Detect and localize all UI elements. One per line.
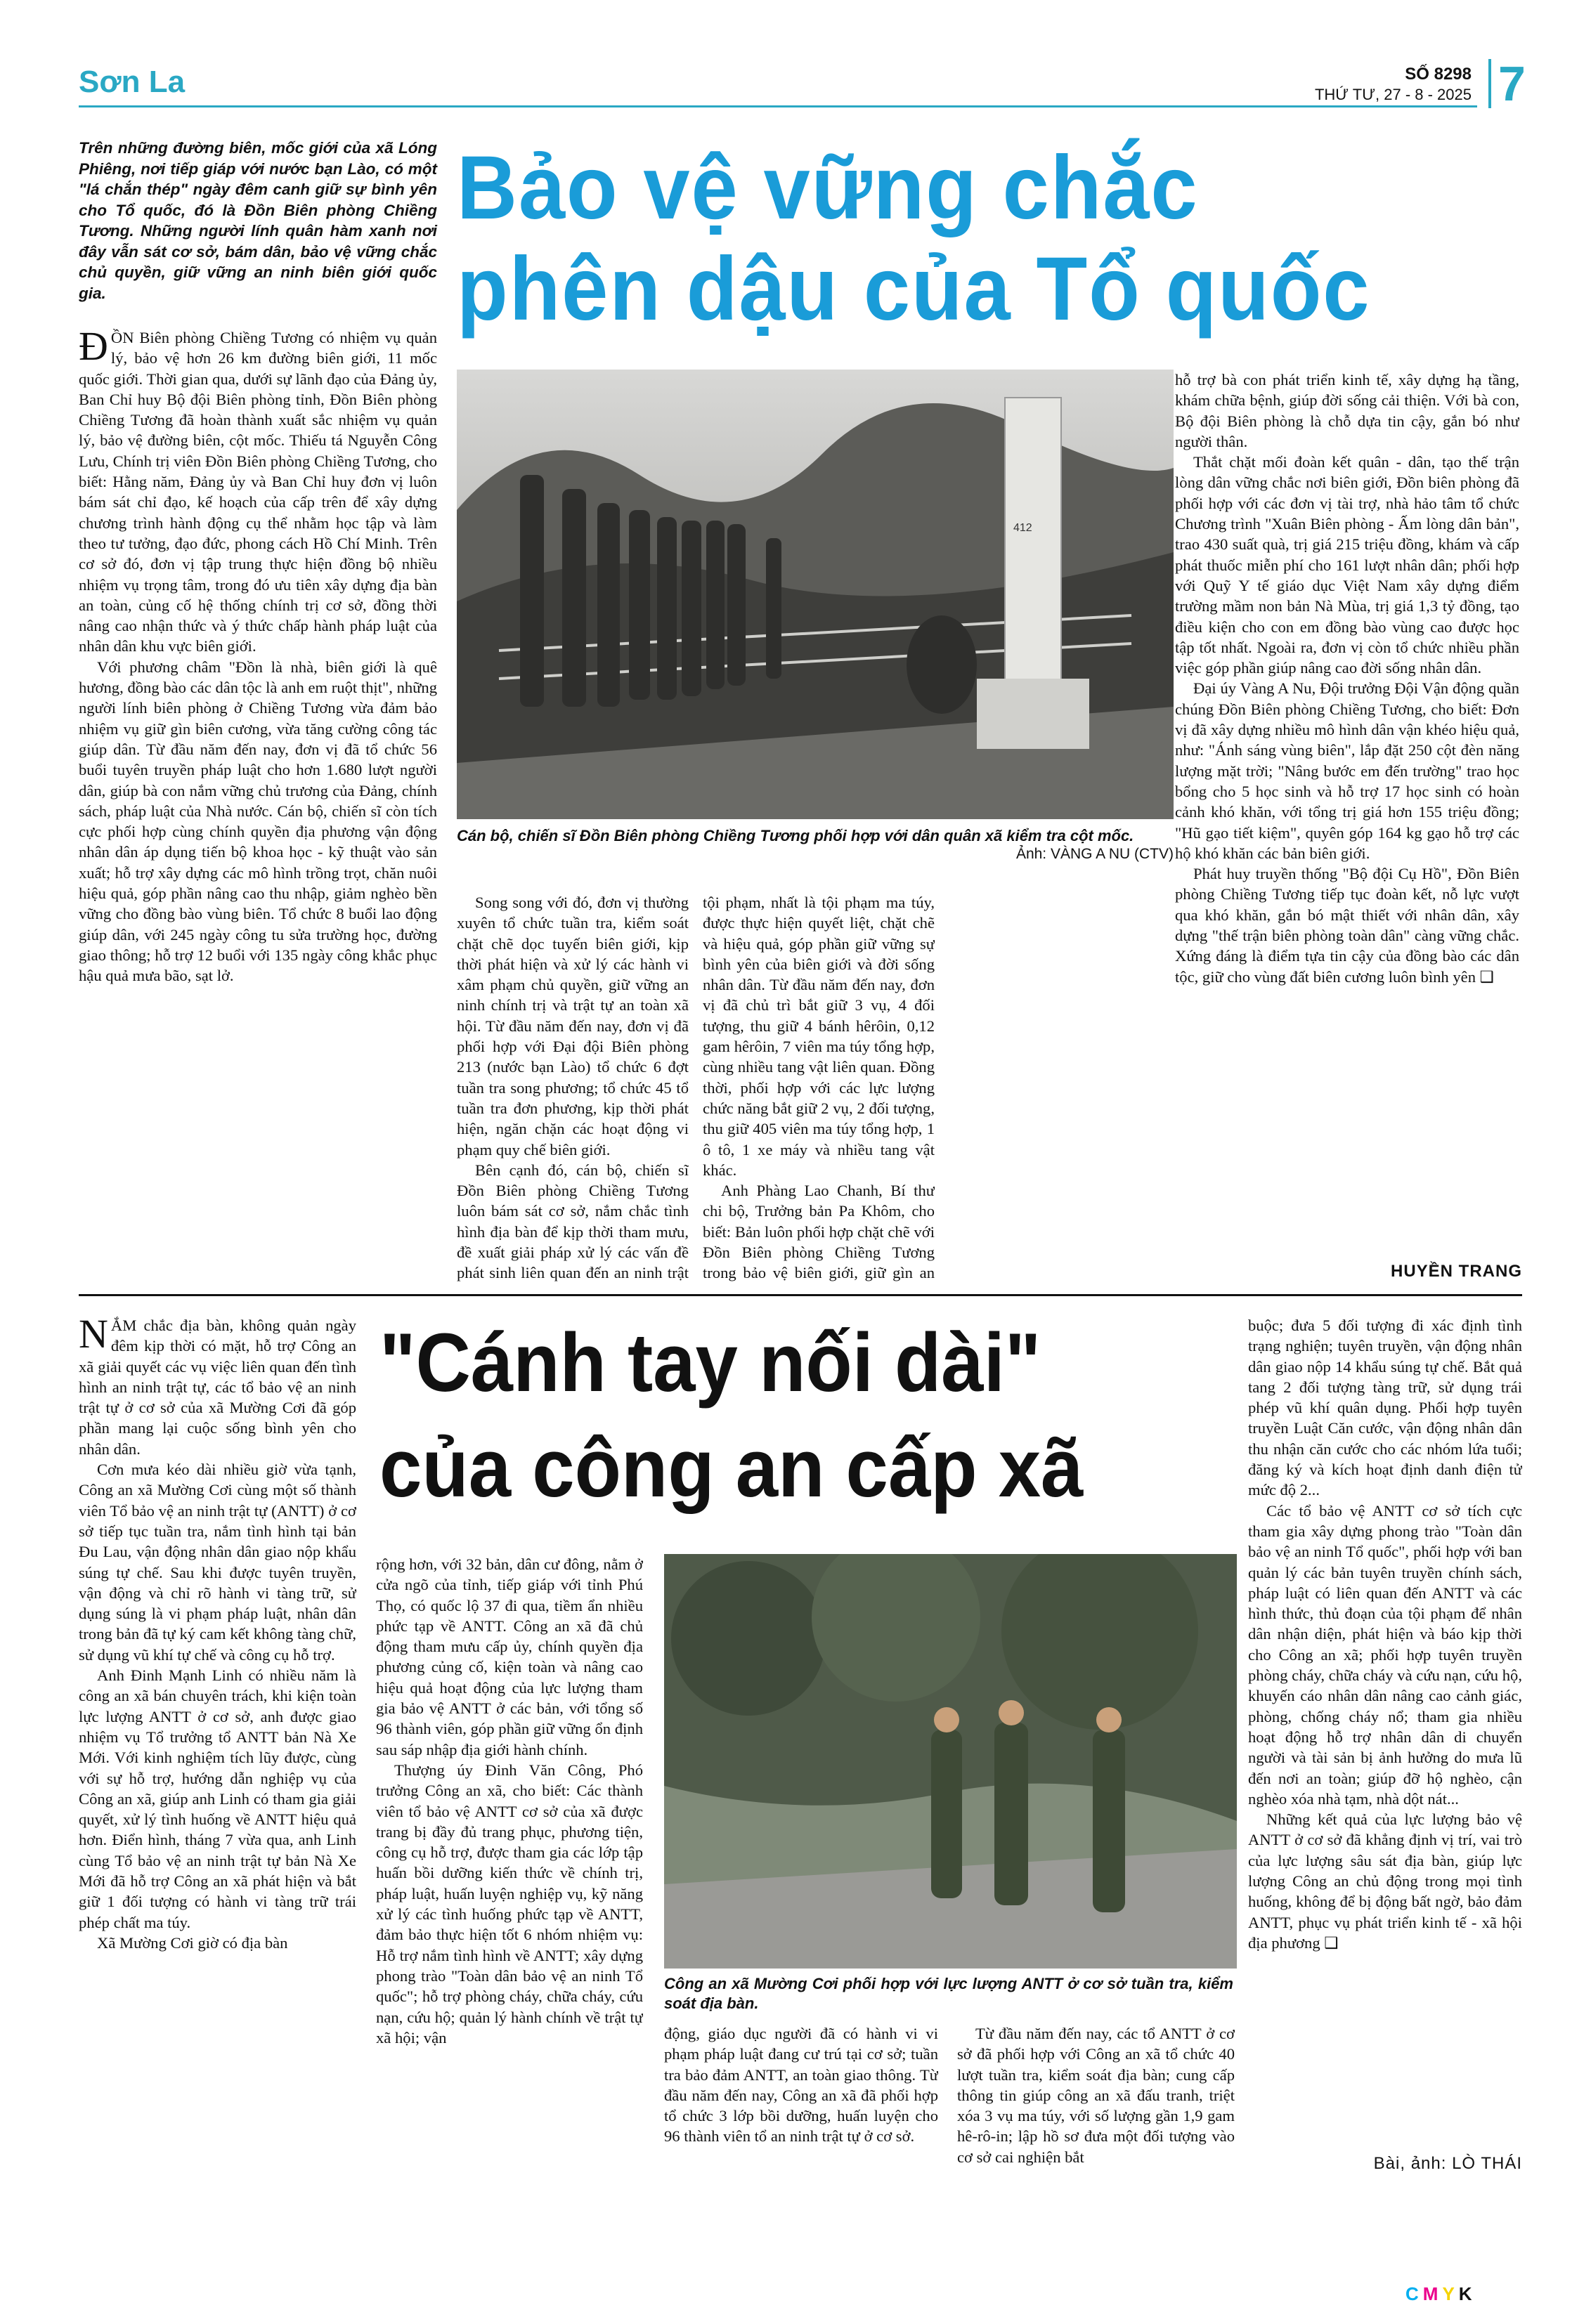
article1-headline-line1: Bảo vệ vững chắc (457, 138, 1199, 238)
article1-col4-p3: Đại úy Vàng A Nu, Đội trưởng Đội Vận động quần chúng Đồn Biên phòng Chiềng Tương, cho biết: Đơn vị đã xây dựng nhiều mô hình dân vận khéo hiệu quả, như: "Ánh sáng vùng biên", lắp đặt 250 cột đèn năng lượng mặt trời; "Nâng bước em đến trường" trao học bổng cho 5 học sinh và hỗ trợ 17 học sinh có hoàn cảnh khó khăn, với tổng trị giá hơn 155 triệu đồng; "Hũ gạo tiết kiệm", quyên góp 164 kg gạo hỗ trợ các hộ khó khăn các bản biên giới. (1175, 679, 1519, 862)
article2-col1-p3: Anh Đinh Mạnh Linh có nhiều năm là công an xã bán chuyên trách, khi kiện toàn lực lượng ANTT ở cơ sở, anh được giao nhiệm vụ Tổ trưởng tổ ANTT bản Nà Xe Mới. Với kinh nghiệm tích lũy được, cùng với sự hỗ trợ, hướng dẫn nghiệp vụ của Công an xã, giúp anh Linh có tham gia giải quyết, xử lý tình huống về ANTT hiệu quả hơn. Điển hình, tháng 7 vừa qua, anh Linh cùng Tổ bảo vệ an ninh trật tự bản Nà Xe Mới đã hỗ trợ Công an xã phát hiện và bắt giữ 1 đối tượng có hành vi tàng trữ trái phép chất ma túy. (79, 1666, 356, 1931)
border-patrol-photo (457, 370, 1174, 819)
article1-col2-p1: Song song với đó, đơn vị thường xuyên tổ chức tuần tra, kiểm soát chặt chẽ dọc tuyến biên giới, kịp thời phát hiện và xử lý các hành vi xâm phạm chủ quyền, giữ vững an ninh chính trị và trật tự an toàn xã hội. Từ đầu năm đến nay, đơn vị đã phối hợp với Đại đội Biên phòng 213 (nước bạn Lào) tổ chức 6 đợt tuần tra song phương; tổ chức 45 tổ tuần tra đơn phương, kịp thời phát hiện, ngăn chặn các hoạt động vi phạm quy chế biên giới. (457, 894, 689, 1158)
police-patrol-photo (664, 1554, 1237, 1969)
article1-dropcap: Đ (79, 327, 108, 369)
article1-col4-p4: Phát huy truyền thống "Bộ đội Cụ Hồ", Đồn Biên phòng Chiềng Tương tiếp tục đoàn kết, nỗ lực vượt qua khó khăn, gắn bó mật thiết với nhân dân, xây dựng "thế trận biên phòng toàn dân" càng vững chắc. Xứng đáng là điểm tựa tin cậy của đồng bào các dân tộc, giữ cho vùng đất biên cương luôn bình yên ❑ (1175, 865, 1519, 986)
article1-col1-p1: ỒN Biên phòng Chiềng Tương có nhiệm vụ quản lý, bảo vệ hơn 26 km đường biên giới, 11 mốc quốc giới. Thời gian qua, dưới sự lãnh đạo của Đảng ủy, Ban Chỉ huy Bộ đội Biên phòng tỉnh, Đồn Biên phòng Chiềng Tương đã hoàn thành xuất sắc nhiệm vụ quản lý, bảo vệ đường biên, cột mốc. Thiếu tá Nguyễn Công Lưu, Chính trị viên Đồn Biên phòng Chiềng Tương, cho biết: Hằng năm, Đảng ủy và Ban Chỉ huy đơn vị luôn bám sát chỉ đạo, kế hoạch của cấp trên để xây dựng chương trình hành động cụ thể nhằm học tập và làm theo tư tưởng, đạo đức, phong cách Hồ Chí Minh. Trên cơ sở đó, đơn vị tập trung thực hiện đồng bộ nhiều nhiệm vụ trọng tâm, trong đó ưu tiên xây dựng địa bàn an toàn, củng cố hệ thống chính trị cơ sở, đồng thời nâng cao nhận thức và ý thức chấp hành pháp luật của nhân dân khu vực biên giới. (79, 329, 437, 655)
article2-col4 (957, 2023, 1235, 2299)
article2-col2-p1: rộng hơn, với 32 bản, dân cư đông, nằm ở cửa ngõ của tỉnh, tiếp giáp với tỉnh Phú Thọ, có quốc lộ 37 đi qua, tiềm ẩn nhiều phức tạp về ANTT. Công an xã đã chủ động tham mưu cấp ủy, chính quyền địa phương củng cố, kiện toàn và nâng cao hiệu quả hoạt động của lực lượng tham gia bảo vệ ANTT ở các bản, với tổng số 96 thành viên, góp phần giữ vững ổn định sau sáp nhập địa giới hành chính. (376, 1555, 643, 1758)
article2-col2 (376, 1554, 643, 2299)
article2-col5-p3: Những kết quả của lực lượng bảo vệ ANTT ở cơ sở đã khẳng định vị trí, vai trò của lực lượng sâu sát địa bàn, giúp lực lượng Công an chủ động trong mọi tình huống, không để bị động bất ngờ, bảo đảm ANTT, phục vụ phát triển kinh tế - xã hội địa phương ❑ (1248, 1810, 1522, 1952)
article2-col1-p2: Cơn mưa kéo dài nhiều giờ vừa tạnh, Công an xã Mường Cơi cùng một số thành viên Tổ bảo vệ an ninh trật tự (ANTT) ở cơ sở tiếp tục tuần tra, nắm tình hình tại bản Đu Lau, vận động nhân dân giao nộp khẩu súng tự chế. Sau khi được tuyên truyền, vận động và chỉ rõ hành vi tàng trữ, sử dụng súng là vi phạm pháp luật, nhân dân trong bản đã tự ký cam kết không tàng chữ, sử dụng vũ khí tự chế và công cụ hỗ trợ. (79, 1461, 356, 1664)
cmyk-y: Y (1442, 2283, 1459, 2304)
article2-col3-p1: động, giáo dục người đã có hành vi vi phạm pháp luật đang cư trú tại cơ sở; tuần tra bảo đảm ANTT, an toàn giao thông. Từ đầu năm đến nay, Công an xã đã phối hợp tổ chức 3 lớp bồi dưỡng, huấn luyện cho 96 thành viên tổ an ninh trật tự ở cơ sở. (664, 2025, 938, 2146)
article1-col1-p2: Với phương châm "Đồn là nhà, biên giới là quê hương, đồng bào các dân tộc là anh em ruột thịt", những người lính biên phòng ở Chiềng Tương vừa đảm bảo nhiệm vụ giữ gìn biên cương, vừa tăng cường công tác giúp dân. Từ đầu năm đến nay, đơn vị đã tổ chức 56 buổi tuyên truyền pháp luật cho hơn 1.680 lượt người dân, giúp bà con nắm vững chủ trương của Đảng, chính sách, pháp luật của Nhà nước. Cán bộ, chiến sĩ còn tích cực phối hợp cùng chính quyền địa phương vận động nhân dân áp dụng tiến bộ khoa học - kỹ thuật vào sản xuất; hỗ trợ xây dựng các mô hình trồng trọt, chăn nuôi hiệu quả, góp phần nâng cao thu nhập, giảm nghèo bền vững cho đồng bào vùng biên. Tổ chức 8 buổi lao động giúp dân, với 245 ngày công tu sửa trường học, đường giao thông; hỗ trợ 12 buổi với 135 ngày công khắc phục hậu quả mưa bão, sạt lở. (79, 658, 437, 985)
article1-photo-caption: Cán bộ, chiến sĩ Đồn Biên phòng Chiềng Tương phối hợp với dân quân xã kiểm tra cột mốc. (457, 827, 1134, 844)
article2-headline-line1: "Cánh tay nối dài" (379, 1317, 1041, 1409)
article2-col1-p4: Xã Mường Cơi giờ có địa bàn (97, 1933, 288, 1952)
article-divider (79, 1294, 1522, 1296)
issue-number: SỐ 8298 (1405, 65, 1472, 84)
article1-col1 (79, 327, 437, 1283)
article1-col4-p1: hỗ trợ bà con phát triển kinh tế, xây dựng hạ tầng, khám chữa bệnh, giúp đời sống cải thiện. Với bà con, Bộ đội Biên phòng là chỗ dựa tin cậy, gắn bó như người thân. (1175, 371, 1519, 450)
article1-photo (457, 370, 1174, 819)
article2-col1 (79, 1315, 356, 2299)
article1-photo-credit: Ảnh: VÀNG A NU (CTV) (1015, 846, 1174, 862)
article2-photo-caption: Công an xã Mường Cơi phối hợp với lực lượng ANTT ở cơ sở tuần tra, kiểm soát địa bàn. (664, 1975, 1233, 2012)
header-rule (79, 105, 1477, 107)
issue-date: THỨ TƯ, 27 - 8 - 2025 (1314, 86, 1472, 103)
article2-headline-line2: của công an cấp xã (379, 1422, 1084, 1515)
cmyk-registration (1405, 2283, 1476, 2305)
article1-headline-line2: phên dậu của Tổ quốc (457, 239, 1371, 339)
article1-col4-p2: Thắt chặt mối đoàn kết quân - dân, tạo thế trận lòng dân vững chắc nơi biên giới, Đồn biên phòng đã phối hợp với các đơn vị tài trợ, nhà hảo tâm tổ chức Chương trình "Xuân Biên phòng - Ấm lòng dân bản", trao 430 suất quà, trị giá 215 triệu đồng, khám và cấp phát thuốc miễn phí cho 161 lượt nhân dân; phối hợp với Quỹ Y tế giáo dục Việt Nam xây dựng điểm trường mầm non bản Nà Mùa, trị giá 1,3 tỷ đồng, tạo điều kiện cho con em đồng bào vùng cao được học tập tốt nhất. Ngoài ra, đơn vị còn tổ chức nhiều phần việc góp phần giúp nâng cao đời sống nhân dân. (1175, 453, 1519, 677)
article1-col2-p2: Bên cạnh đó, cán bộ, chiến sĩ Đồn Biên phòng Chiềng Tương luôn bám sát cơ sở, nắm chắc tình hình địa bàn để kịp thời tham mưu, đề xuất giải pháp xử lý các vấn đề phát sinh liên quan đến an ninh trật (457, 1161, 689, 1282)
article1-byline: HUYỀN TRANG (1390, 1262, 1522, 1281)
article2-byline: Bài, ảnh: LÒ THÁI (1373, 2154, 1522, 2173)
article1-col3-p2: Anh Phàng Lao Chanh, Bí thư chi bộ, Trưởng bản Pa Khôm, cho biết: Bản luôn phối hợp chặt chẽ với Đồn Biên phòng Chiềng Tương trong bảo vệ biên giới, giữ gìn an (703, 1182, 935, 1282)
cmyk-m: M (1422, 2283, 1443, 2304)
article1-headline (457, 138, 1437, 340)
section-name: Sơn La (79, 65, 186, 99)
article2-col3 (664, 2023, 938, 2299)
article1-col3 (703, 892, 935, 1283)
article2-col5 (1248, 1315, 1522, 2151)
article1-lead: Trên những đường biên, mốc giới của xã Lóng Phiêng, nơi tiếp giáp với nước bạn Lào, có một "lá chắn thép" ngày đêm canh giữ sự bình yên cho Tổ quốc, đó là Đồn Biên phòng Chiềng Tương. Những người lính quân hàm xanh nơi đây vẫn sát cơ sở, bám dân, bảo vệ vững chắc chủ quyền, giữ vững an ninh biên giới quốc gia. (79, 139, 437, 302)
article2-dropcap: N (79, 1315, 108, 1357)
article2-col5-p2: Các tổ bảo vệ ANTT cơ sở tích cực tham gia xây dựng phong trào "Toàn dân bảo vệ an ninh Tổ quốc", phối hợp với ban quản lý các bản tuyên truyền chính sách, pháp luật có liên quan đến ANTT và các hình thức, thủ đoạn của tội phạm để nhân dân nhận diện, phát hiện và báo kịp thời cho Công an xã; phối hợp tuyên truyền phòng cháy, chữa cháy và cứu nạn, cứu hộ, khuyến cáo nhân dân nâng cao cảnh giác, phòng, chống cháy nổ; tham gia nhiều hoạt động hỗ trợ nhân dân di chuyển người và tài sản bị ảnh hưởng do mưa lũ đến nơi an toàn; giúp đỡ hộ nghèo, cận nghèo xóa nhà tạm, nhà dột nát... (1248, 1501, 1522, 1808)
article2-col1-p1: ẮM chắc địa bàn, không quản ngày đêm kịp thời có mặt, hỗ trợ Công an xã giải quyết các vụ việc liên quan đến tình hình an ninh trật tự, các tổ bảo vệ an ninh trật tự ở cơ sở của xã Mường Cơi đã góp phần mang lại cuộc sống bình yên cho nhân dân. (79, 1317, 356, 1458)
article1-col3-p1: tội phạm, nhất là tội phạm ma túy, được thực hiện quyết liệt, chặt chẽ và hiệu quả, góp phần giữ vững sự bình yên của biên giới và đời sống nhân dân. Từ đầu năm đến nay, đơn vị đã chủ trì bắt giữ 3 vụ, 4 đối tượng, thu giữ 4 bánh hêrôin, 0,12 gam hêrôin, 7 viên ma túy tổng hợp, cùng nhiều tang vật liên quan. Đồng thời, phối hợp với các lực lượng chức năng bắt giữ 2 vụ, 2 đối tượng, thu giữ 405 viên ma túy tổng hợp, 1 ô tô, 1 xe máy và nhiều tang vật khác. (703, 894, 935, 1179)
article1-col2 (457, 892, 689, 1283)
cmyk-k: K (1458, 2283, 1476, 2304)
article2-col4-p1: Từ đầu năm đến nay, các tổ ANTT ở cơ sở đã phối hợp với Công an xã tổ chức 40 lượt tuần tra, kiểm soát địa bàn; cung cấp thông tin giúp công an xã đấu tranh, triệt xóa 3 vụ ma túy, với số lượng gần 1,9 gam hê-rô-in; lập hồ sơ đưa một đối tượng vào cơ sở cai nghiện bắt (957, 2025, 1235, 2166)
cmyk-c: C (1405, 2283, 1423, 2304)
page-number: 7 (1488, 59, 1526, 108)
article2-photo (664, 1554, 1237, 1969)
article2-headline (379, 1310, 1214, 1521)
article2-col2-p2: Thượng úy Đinh Văn Công, Phó trưởng Công an xã, cho biết: Các thành viên tổ bảo vệ ANTT cơ sở của xã được trang bị đầy đủ trang phục, phương tiện, công cụ hỗ trợ, được tham gia các lớp tập huấn bồi dưỡng kiến thức về chính trị, pháp luật, huấn luyện nghiệp vụ, kỹ năng xử lý các tình huống phức tạp về ANTT, đảm bảo thực hiện tốt 6 nhóm nhiệm vụ: Hỗ trợ nắm tình hình về ANTT; xây dựng phong trào "Toàn dân bảo vệ an ninh Tổ quốc"; hỗ trợ phòng cháy, chữa cháy, cứu nạn, cứu hộ; quản lý hành chính về trật tự xã hội; vận (376, 1761, 643, 2046)
marker-number: 412 (1013, 522, 1032, 534)
article1-col4 (1175, 370, 1519, 1255)
article2-col5-p1: buộc; đưa 5 đối tượng đi xác định tình trạng nghiện; tuyên truyền, vận động nhân dân giao nộp 14 khẩu súng tự chế. Bắt quả tang 2 đối tượng tàng trữ, sử dụng trái phép vũ khí quân dụng. Phối hợp tuyên truyền Luật Căn cước, vận động nhân dân thu nhận căn cước cho các nhóm lứa tuổi; đăng ký và kích hoạt định danh điện tử mức độ 2... (1248, 1317, 1522, 1499)
